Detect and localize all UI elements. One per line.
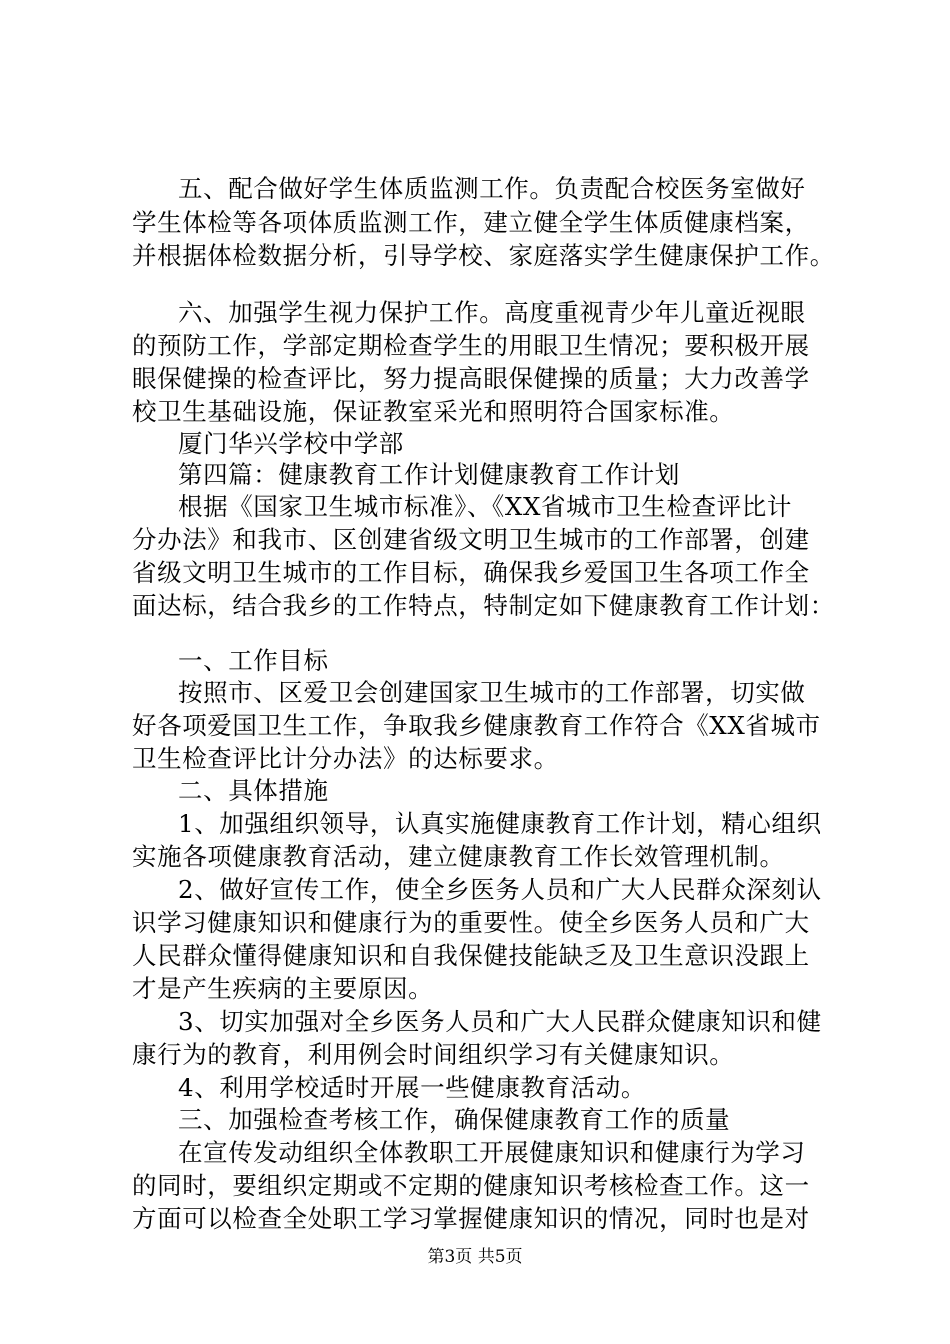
school-signature: 厦门华兴学校中学部 bbox=[178, 429, 404, 458]
paragraph-line: 根据《国家卫生城市标准》、《XX省城市卫生检查评比计 bbox=[178, 492, 792, 521]
paragraph-line: 好各项爱国卫生工作，争取我乡健康教育工作符合《XX省城市 bbox=[132, 711, 821, 740]
subheading: 一、工作目标 bbox=[178, 646, 329, 675]
paragraph-line: 按照市、区爱卫会创建国家卫生城市的工作部署，切实做 bbox=[178, 678, 806, 707]
paragraph-line: 校卫生基础设施，保证教室采光和照明符合国家标准。 bbox=[132, 397, 735, 426]
paragraph-line: 省级文明卫生城市的工作目标，确保我乡爱国卫生各项工作全 bbox=[132, 558, 810, 587]
paragraph-line: 在宣传发动组织全体教职工开展健康知识和健康行为学习 bbox=[178, 1138, 806, 1167]
paragraph-line: 卫生检查评比计分办法》的达标要求。 bbox=[132, 744, 559, 773]
paragraph-line: 实施各项健康教育活动，建立健康教育工作长效管理机制。 bbox=[132, 842, 785, 871]
section-heading: 第四篇：健康教育工作计划健康教育工作计划 bbox=[178, 460, 680, 489]
paragraph-line: 1、加强组织领导，认真实施健康教育工作计划，精心组织 bbox=[178, 809, 822, 838]
paragraph-line: 4、利用学校适时开展一些健康教育活动。 bbox=[178, 1073, 646, 1102]
paragraph-line: 3、切实加强对全乡医务人员和广大人民群众健康知识和健 bbox=[178, 1007, 822, 1036]
paragraph-line: 分办法》和我市、区创建省级文明卫生城市的工作部署，创建 bbox=[132, 525, 810, 554]
subheading: 二、具体措施 bbox=[178, 776, 329, 805]
paragraph-line: 六、加强学生视力保护工作。高度重视青少年儿童近视眼 bbox=[178, 298, 806, 327]
paragraph-line: 并根据体检数据分析，引导学校、家庭落实学生健康保护工作。 bbox=[132, 241, 835, 270]
paragraph-line: 方面可以检查全处职工学习掌握健康知识的情况，同时也是对 bbox=[132, 1204, 810, 1233]
paragraph-line: 识学习健康知识和健康行为的重要性。使全乡医务人员和广大 bbox=[132, 908, 810, 937]
paragraph-line: 面达标，结合我乡的工作特点，特制定如下健康教育工作计划： bbox=[132, 591, 835, 620]
paragraph-line: 2、做好宣传工作，使全乡医务人员和广大人民群众深刻认 bbox=[178, 875, 822, 904]
paragraph-line: 才是产生疾病的主要原因。 bbox=[132, 974, 434, 1003]
paragraph-line: 康行为的教育，利用例会时间组织学习有关健康知识。 bbox=[132, 1040, 735, 1069]
paragraph-line: 人民群众懂得健康知识和自我保健技能缺乏及卫生意识没跟上 bbox=[132, 941, 810, 970]
page-number-footer: 第3页 共5页 bbox=[427, 1247, 523, 1267]
paragraph-line: 的同时，要组织定期或不定期的健康知识考核检查工作。这一 bbox=[132, 1171, 810, 1200]
subheading: 三、加强检查考核工作，确保健康教育工作的质量 bbox=[178, 1105, 731, 1134]
paragraph-line: 学生体检等各项体质监测工作，建立健全学生体质健康档案， bbox=[132, 208, 810, 237]
paragraph-line: 眼保健操的检查评比，努力提高眼保健操的质量；大力改善学 bbox=[132, 364, 810, 393]
paragraph-line: 的预防工作，学部定期检查学生的用眼卫生情况；要积极开展 bbox=[132, 331, 810, 360]
paragraph-line: 五、配合做好学生体质监测工作。负责配合校医务室做好 bbox=[178, 174, 806, 203]
